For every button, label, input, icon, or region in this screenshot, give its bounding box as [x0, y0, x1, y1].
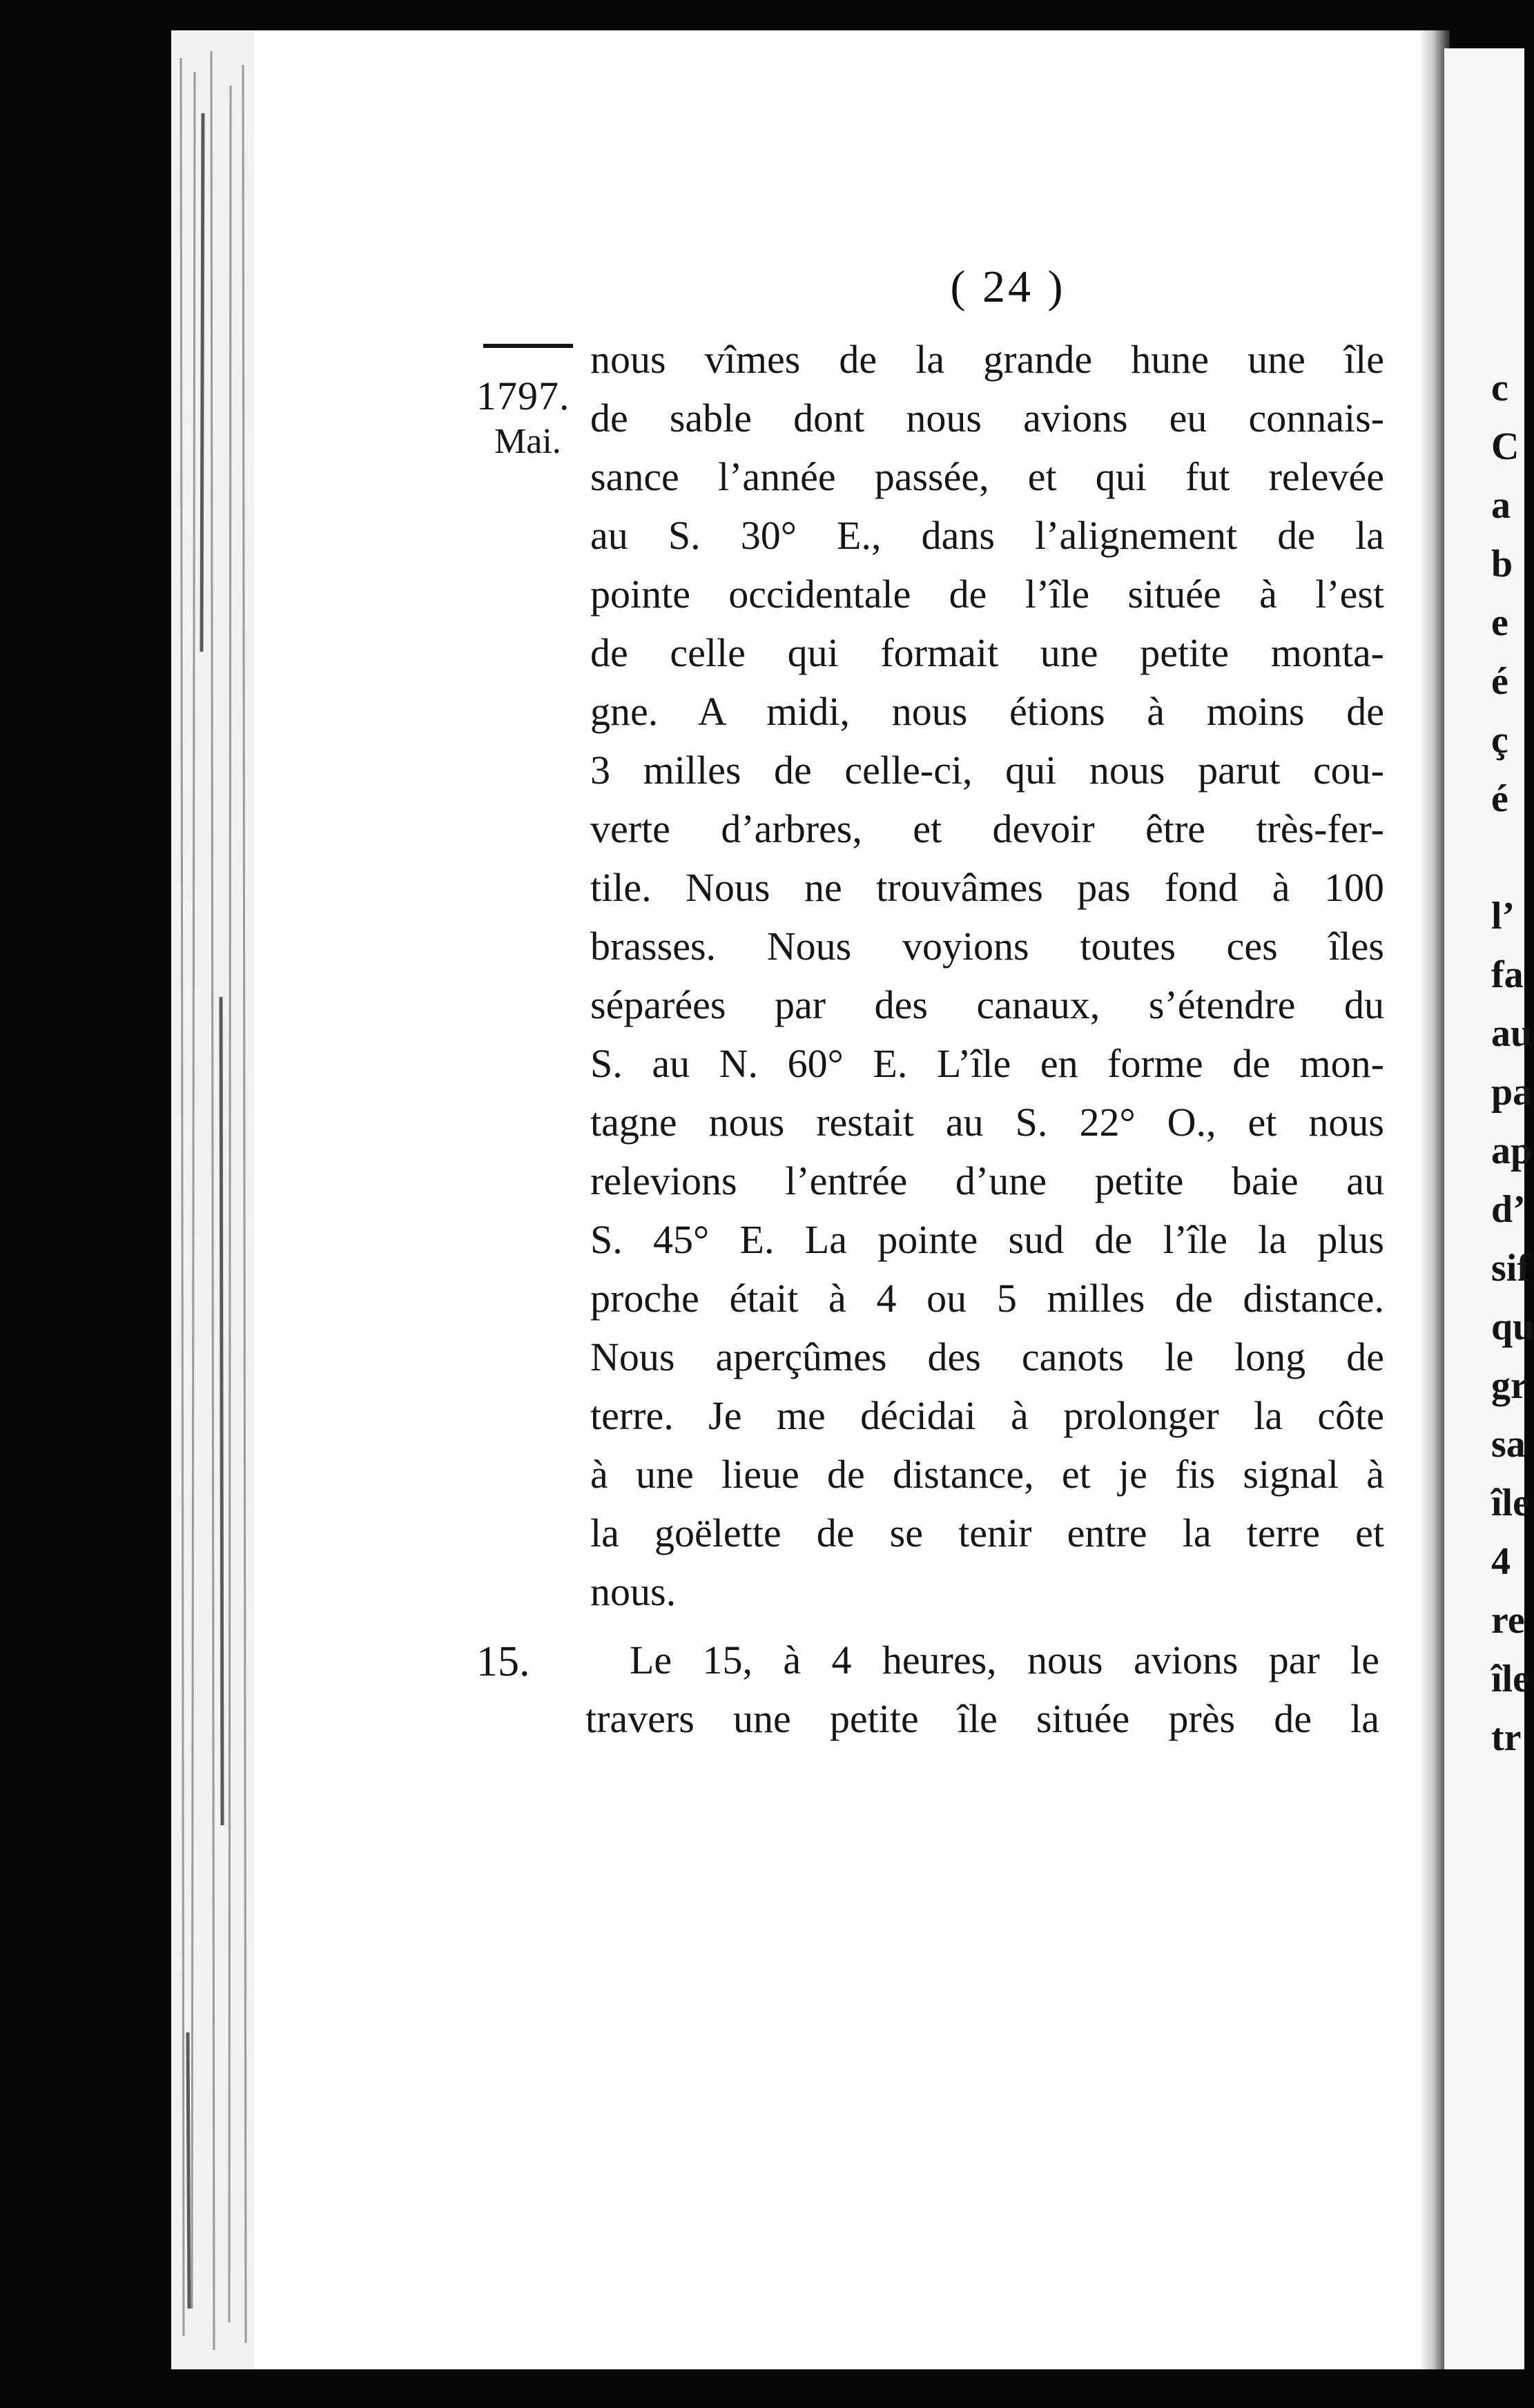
fragment: île	[1491, 1482, 1530, 1524]
fragment: au	[1491, 1012, 1533, 1055]
text-line: au S. 30° E., dans l’alignement de la	[590, 513, 1384, 558]
fragment: gr	[1491, 1364, 1528, 1407]
text-line: verte d’arbres, et devoir être très-fer-	[590, 806, 1384, 851]
text-line: tile. Nous ne trouvâmes pas fond à 100	[590, 865, 1384, 910]
text-line: la goëlette de se tenir entre la terre et	[590, 1511, 1384, 1555]
fragment: ç	[1491, 719, 1508, 761]
fragment: é	[1491, 777, 1508, 820]
fragment: a	[1491, 484, 1511, 527]
fragment: qu	[1491, 1305, 1534, 1348]
margin-month: Mai.	[494, 422, 561, 461]
text-line: relevions l’entrée d’une petite baie au	[590, 1158, 1384, 1203]
fragment: l’	[1491, 895, 1515, 938]
paragraph-1	[590, 330, 1384, 1621]
fragment: 4	[1491, 1540, 1511, 1583]
text-line: Le 15, à 4 heures, nous avions par le	[630, 1638, 1379, 1682]
fragment: île	[1491, 1658, 1530, 1700]
fragment: d’	[1491, 1188, 1526, 1231]
margin-day: 15.	[476, 1638, 530, 1685]
fragment: ap	[1491, 1129, 1533, 1172]
fragment: pa	[1491, 1071, 1533, 1114]
text-line: sance l’année passée, et qui fut relevée	[590, 454, 1384, 499]
fragment: b	[1491, 543, 1513, 585]
text-line: à une lieue de distance, et je fis signal à	[590, 1452, 1384, 1497]
text-line: S. au N. 60° E. L’île en forme de mon-	[590, 1041, 1384, 1086]
fragment: fa	[1491, 953, 1524, 996]
fragment: c	[1491, 367, 1508, 409]
text-line: proche était à 4 ou 5 milles de distance.	[590, 1276, 1384, 1321]
text-line: travers une petite île située près de la	[585, 1696, 1379, 1741]
fragment: re	[1491, 1599, 1525, 1642]
text-line: séparées par des canaux, s’étendre du	[590, 982, 1384, 1027]
fragment: C	[1491, 425, 1520, 468]
text-line: brasses. Nous voyions toutes ces îles	[590, 924, 1384, 969]
fragment: tr	[1491, 1716, 1522, 1759]
text-line: Nous aperçûmes des canots le long de	[590, 1334, 1384, 1379]
text-line: tagne nous restait au S. 22° O., et nous	[590, 1100, 1384, 1145]
text-line: nous.	[590, 1569, 677, 1614]
margin-year: 1797.	[476, 373, 570, 418]
fragment: sa	[1491, 1423, 1526, 1466]
text-line: pointe occidentale de l’île située à l’est	[590, 572, 1384, 616]
margin-rule	[483, 344, 573, 348]
text-line: 3 milles de celle-ci, qui nous parut cou-	[590, 748, 1384, 793]
text-line: de sable dont nous avions eu connais-	[590, 396, 1384, 440]
text-line: de celle qui formait une petite monta-	[590, 630, 1384, 675]
page-edge-texture	[171, 30, 254, 2369]
facing-page-text	[1491, 359, 1534, 1767]
paragraph-2	[585, 1631, 1379, 1748]
text-line: terre. Je me décidai à prolonger la côte	[590, 1393, 1384, 1438]
text-line: nous vîmes de la grande hune une île	[590, 337, 1384, 382]
fragment: é	[1491, 660, 1508, 703]
text-line: gne. A midi, nous étions à moins de	[590, 689, 1384, 734]
fragment	[1491, 828, 1534, 887]
page-number: ( 24 )	[950, 262, 1066, 312]
fragment: sif	[1491, 1247, 1530, 1290]
text-line: S. 45° E. La pointe sud de l’île la plus	[590, 1217, 1384, 1262]
fragment: e	[1491, 601, 1508, 644]
